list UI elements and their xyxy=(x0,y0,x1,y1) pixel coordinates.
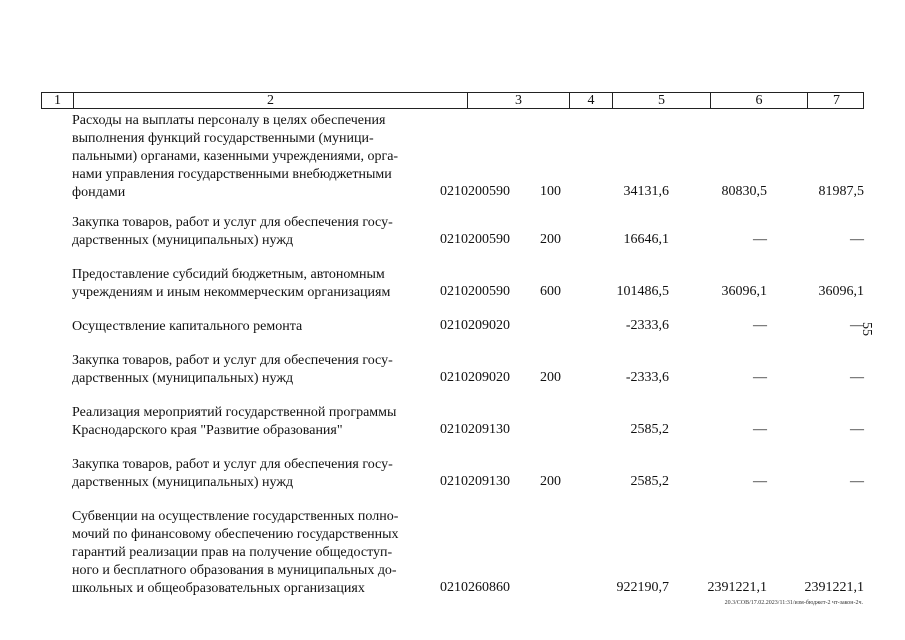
row-value-7: — xyxy=(850,232,864,247)
row-code: 0210209020 xyxy=(440,318,510,333)
row-code: 0210200590 xyxy=(440,232,510,247)
row-description: Субвенции на осуществление государственных полно- мочий по финансовому обеспечению государственных гарантий реализации прав на получение общедоступ- ного и бесплатного образования в муниципальных до- школьных и общеобразовательных организациях xyxy=(72,509,399,596)
row-value-5: 34131,6 xyxy=(623,184,669,199)
footer-stamp: 20.3/СОВ/17.02.2023/11:31/изм-бюджет-2 чт-закон-2ч. xyxy=(724,600,863,606)
header-col-4: 4 xyxy=(570,93,613,108)
row-value-5: 922190,7 xyxy=(616,580,669,595)
row-value-7: 81987,5 xyxy=(818,184,864,199)
row-value-5: -2333,6 xyxy=(625,318,669,333)
row-value-7: 2391221,1 xyxy=(804,580,864,595)
row-type: 200 xyxy=(540,232,561,247)
header-col-3: 3 xyxy=(468,93,570,108)
row-type: 600 xyxy=(540,284,561,299)
row-value-6: 36096,1 xyxy=(721,284,767,299)
row-type: 200 xyxy=(540,370,561,385)
row-value-6: — xyxy=(753,370,767,385)
header-col-5: 5 xyxy=(613,93,711,108)
header-col-6: 6 xyxy=(711,93,808,108)
row-value-7: — xyxy=(850,474,864,489)
row-description: Расходы на выплаты персоналу в целях обеспечения выполнения функций государственными (муници- пальными) органами, казенными учреждениями, орга- нами управления государственными внебюджетными фондами xyxy=(72,113,399,200)
row-code: 0210200590 xyxy=(440,184,510,199)
row-type: 100 xyxy=(540,184,561,199)
row-code: 0210209130 xyxy=(440,422,510,437)
row-value-6: — xyxy=(753,318,767,333)
row-value-6: 80830,5 xyxy=(721,184,767,199)
row-code: 0210209020 xyxy=(440,370,510,385)
row-value-6: — xyxy=(753,474,767,489)
row-value-6: — xyxy=(753,232,767,247)
row-value-7: 36096,1 xyxy=(818,284,864,299)
row-value-5: 16646,1 xyxy=(623,232,669,247)
row-value-6: — xyxy=(753,422,767,437)
header-col-1: 1 xyxy=(42,93,74,108)
row-code: 0210209130 xyxy=(440,474,510,489)
row-value-5: -2333,6 xyxy=(625,370,669,385)
row-description: Закупка товаров, работ и услуг для обеспечения госу- дарственных (муниципальных) нужд xyxy=(72,215,393,248)
row-value-7: — xyxy=(850,370,864,385)
row-description: Закупка товаров, работ и услуг для обеспечения госу- дарственных (муниципальных) нужд xyxy=(72,457,393,490)
page-number: 55 xyxy=(859,322,874,336)
header-col-2: 2 xyxy=(74,93,468,108)
row-value-7: — xyxy=(850,318,864,333)
row-description: Закупка товаров, работ и услуг для обеспечения госу- дарственных (муниципальных) нужд xyxy=(72,353,393,386)
row-value-5: 101486,5 xyxy=(616,284,669,299)
row-description: Осуществление капитального ремонта xyxy=(72,319,303,334)
row-value-5: 2585,2 xyxy=(630,422,669,437)
header-col-7: 7 xyxy=(833,93,840,108)
row-code: 0210260860 xyxy=(440,580,510,595)
row-description: Реализация мероприятий государственной программы Краснодарского края "Развитие образования" xyxy=(72,405,397,438)
row-description: Предоставление субсидий бюджетным, автономным учреждениям и иным некоммерческим организациям xyxy=(72,267,391,300)
row-code: 0210200590 xyxy=(440,284,510,299)
table-header xyxy=(41,92,864,109)
row-value-7: — xyxy=(850,422,864,437)
row-type: 200 xyxy=(540,474,561,489)
row-value-5: 2585,2 xyxy=(630,474,669,489)
row-value-6: 2391221,1 xyxy=(707,580,767,595)
